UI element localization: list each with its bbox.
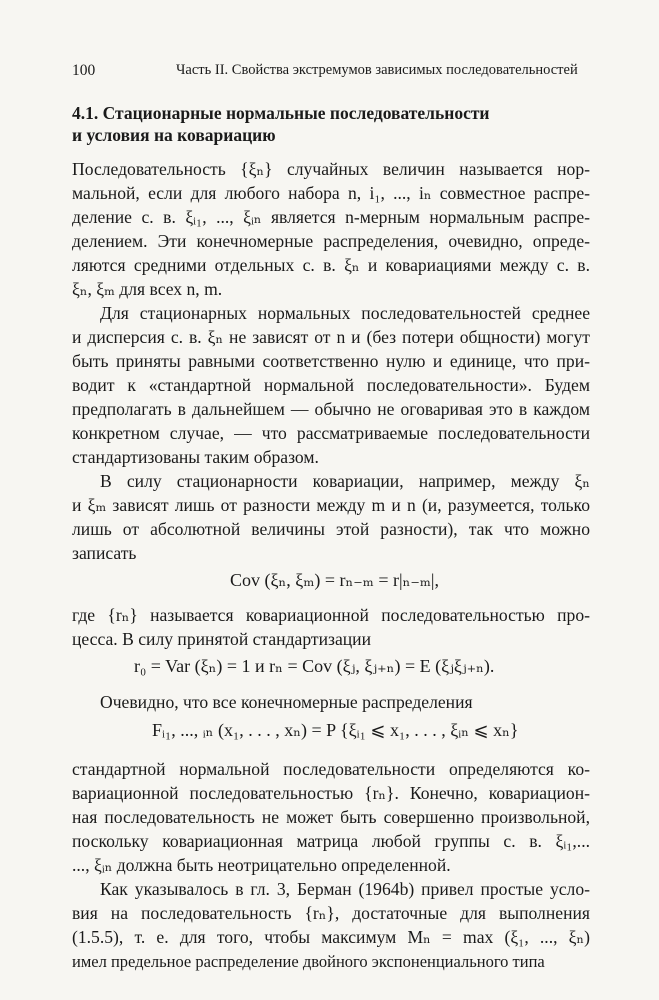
paragraph-line: Последовательность {ξₙ} случайных величин называется нор- (72, 159, 590, 179)
paragraph-line: записать (72, 543, 137, 563)
paragraph-line: вариационной последовательностью {rₙ}. Конечно, ковариацион- (72, 783, 590, 803)
paragraph-line: и дисперсия с. в. ξₙ не зависят от n и (без потери общности) могут (72, 327, 590, 347)
paragraph-line: Очевидно, что все конечномерные распределения (100, 692, 473, 712)
paragraph-line: конкретном случае, — что рассматриваемые последовательности (72, 423, 590, 443)
page-number: 100 (72, 62, 96, 79)
paragraph-line: деление с. в. ξᵢ₁, ..., ξᵢₙ является n-мерным нормальным распре- (72, 207, 590, 227)
paragraph-line: В силу стационарности ковариации, например, между ξₙ (100, 471, 590, 491)
paragraph-line: предполагать в дальнейшем — обычно не оговаривая это в каждом (72, 399, 590, 419)
paragraph-line: ξₙ, ξₘ для всех n, m. (72, 279, 223, 299)
formula-standardization: r₀ = Var (ξₙ) = 1 и rₙ = Cov (ξⱼ, ξⱼ₊ₙ) = E (ξⱼξⱼ₊ₙ). (134, 656, 495, 676)
paragraph-line: делением. Эти конечномерные распределения, очевидно, опреде- (72, 231, 590, 251)
paragraph-line: вия на последовательность {rₙ}, достаточные для выполнения (72, 903, 590, 923)
running-title: Часть II. Свойства экстремумов зависимых последовательностей (176, 62, 578, 78)
paragraph-line: Как указывалось в гл. 3, Берман (1964b) привел простые усло- (100, 879, 590, 899)
paragraph-line: ная последовательность не может быть совершенно произвольной, (72, 807, 590, 827)
paragraph-line: имел предельное распределение двойного экспоненциального типа (72, 952, 545, 971)
paragraph-line: ..., ξᵢₙ должна быть неотрицательно определенной. (72, 855, 451, 875)
paragraph-line: лишь от абсолютной величины этой разности), так что можно (72, 519, 590, 539)
paragraph-line: Для стационарных нормальных последовательностей среднее (100, 303, 590, 323)
paragraph-line: поскольку ковариационная матрица любой группы с. в. ξᵢ₁,... (72, 831, 590, 851)
paragraph-line: ляются средними отдельных с. в. ξₙ и ковариациями между с. в. (72, 255, 590, 275)
formula-distribution: Fᵢ₁, ..., ᵢₙ (x₁, . . . , xₙ) = P {ξᵢ₁ ⩽ x₁, . . . , ξᵢₙ ⩽ xₙ} (152, 720, 519, 740)
paragraph-line: быть приняты равными соответственно нулю и единице, что при- (72, 351, 590, 371)
paragraph-line: водит к «стандартной нормальной последовательности». Будем (72, 375, 590, 395)
section-title-line-2: и условия на ковариацию (72, 125, 276, 145)
paragraph-line: стандартизованы таким образом. (72, 447, 319, 467)
paragraph-line: стандартной нормальной последовательности определяются ко- (72, 759, 590, 779)
paragraph-line: мальной, если для любого набора n, i₁, ..., iₙ совместное распре- (72, 183, 590, 203)
paragraph-line: (1.5.5), т. е. для того, чтобы максимум Mₙ = max (ξ₁, ..., ξₙ) (72, 927, 590, 947)
section-title-line-1: 4.1. Стационарные нормальные последовательности (72, 103, 490, 123)
paragraph-line: где {rₙ} называется ковариационной последовательностью про- (72, 605, 590, 625)
paragraph-line: и ξₘ зависят лишь от разности между m и n (и, разумеется, только (72, 495, 590, 515)
paragraph-line: цесса. В силу принятой стандартизации (72, 629, 372, 649)
formula-covariance: Cov (ξₙ, ξₘ) = rₙ₋ₘ = r|ₙ₋ₘ|, (230, 570, 440, 590)
